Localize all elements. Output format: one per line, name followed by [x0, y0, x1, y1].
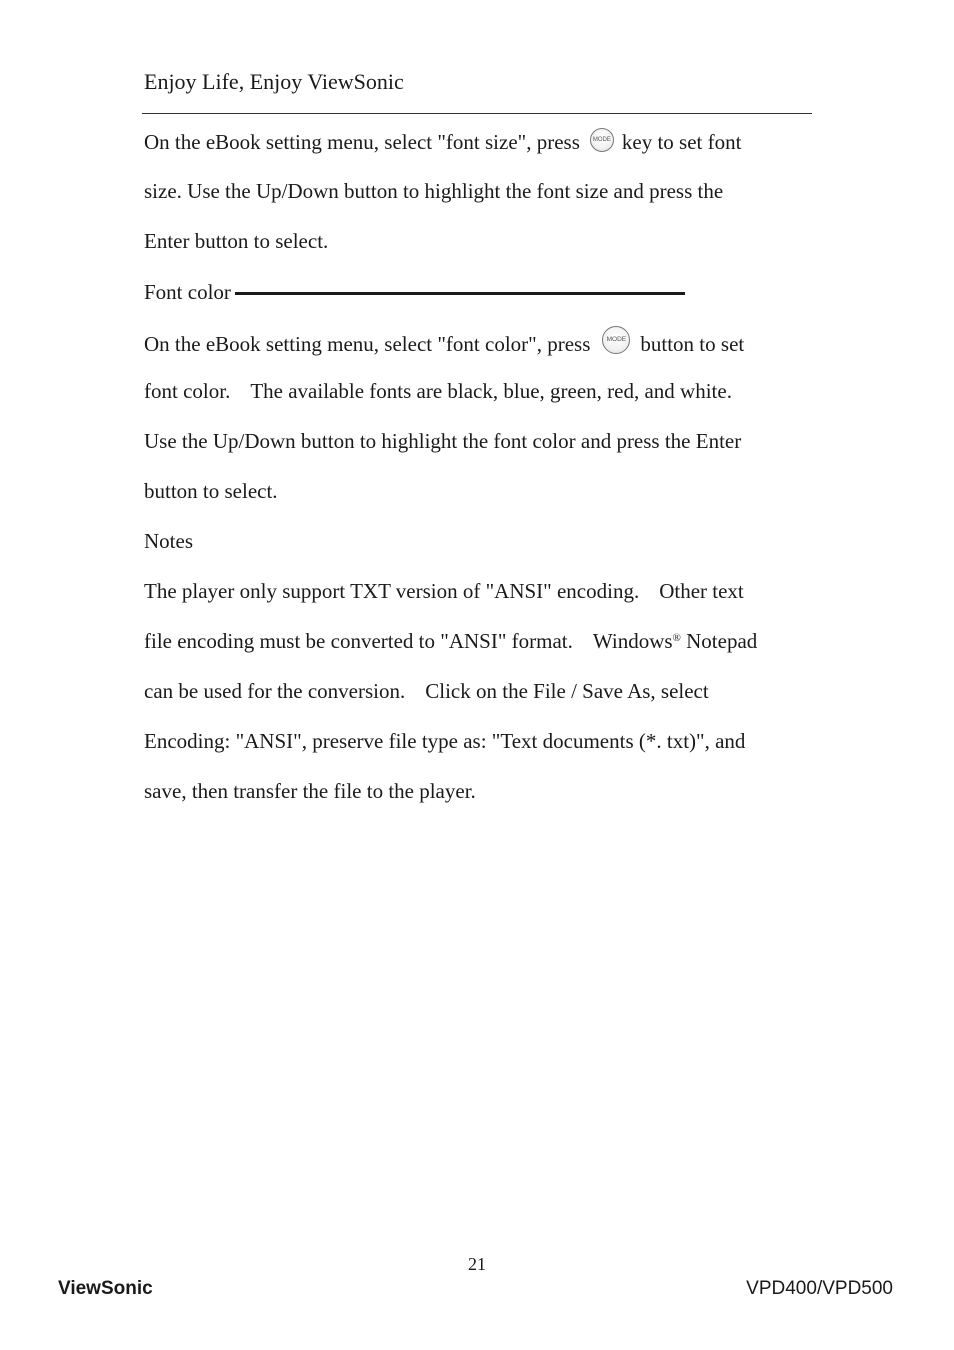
font-size-text-before-icon: On the eBook setting menu, select "font size", press [144, 130, 580, 154]
notes-paragraph-line-5: save, then transfer the file to the player. [144, 779, 476, 803]
registered-mark: ® [672, 632, 681, 644]
font-color-text-before-icon: On the eBook setting menu, select "font color", press [144, 332, 591, 356]
font-color-text-after-icon: button to set [640, 332, 745, 356]
font-color-heading-text: Font color [144, 280, 231, 304]
mode-button-icon: MODE [590, 128, 614, 152]
mode-button-icon: MODE [602, 326, 630, 354]
notes-line-2-part-b: Windows [592, 629, 673, 653]
notes-line-3-part-a: can be used for the conversion. [144, 679, 406, 703]
notes-paragraph-line-3 [144, 678, 709, 704]
font-color-paragraph-line-4: button to select. [144, 479, 278, 503]
font-size-paragraph-line-2: size. Use the Up/Down button to highlight the font size and press the [144, 179, 724, 203]
notes-paragraph-line-1 [144, 578, 744, 604]
font-color-paragraph-line-1 [144, 331, 744, 360]
font-size-paragraph-line-3: Enter button to select. [144, 229, 329, 253]
notes-heading: Notes [144, 529, 193, 553]
notes-line-3-part-b: Click on the File / Save As, select [425, 679, 709, 703]
font-color-paragraph-line-3: Use the Up/Down button to highlight the font color and press the Enter [144, 429, 742, 453]
footer-model-number: VPD400/VPD500 [746, 1278, 893, 1299]
font-size-paragraph-line-1 [144, 129, 741, 156]
font-color-heading [144, 279, 685, 305]
font-size-text-after-icon: key to set font [621, 130, 742, 154]
notes-line-1-part-a: The player only support TXT version of "ANSI" encoding. [144, 579, 640, 603]
notes-line-2-part-c: Notepad [686, 629, 758, 653]
page-header-title: Enjoy Life, Enjoy ViewSonic [144, 69, 404, 94]
page-number: 21 [468, 1254, 486, 1274]
font-color-line-2-part-b: The available fonts are black, blue, green, red, and white. [250, 379, 732, 403]
font-color-heading-rule [235, 292, 685, 295]
font-color-line-2-part-a: font color. [144, 379, 231, 403]
header-divider [142, 113, 812, 114]
footer-brand: ViewSonic [58, 1278, 153, 1299]
notes-line-2-part-a: file encoding must be converted to "ANSI" format. [144, 629, 573, 653]
notes-paragraph-line-4: Encoding: "ANSI", preserve file type as: "Text documents (*. txt)", and [144, 729, 746, 753]
font-color-paragraph-line-2 [144, 378, 732, 404]
notes-paragraph-line-2 [144, 628, 757, 654]
notes-line-1-part-b: Other text [659, 579, 744, 603]
